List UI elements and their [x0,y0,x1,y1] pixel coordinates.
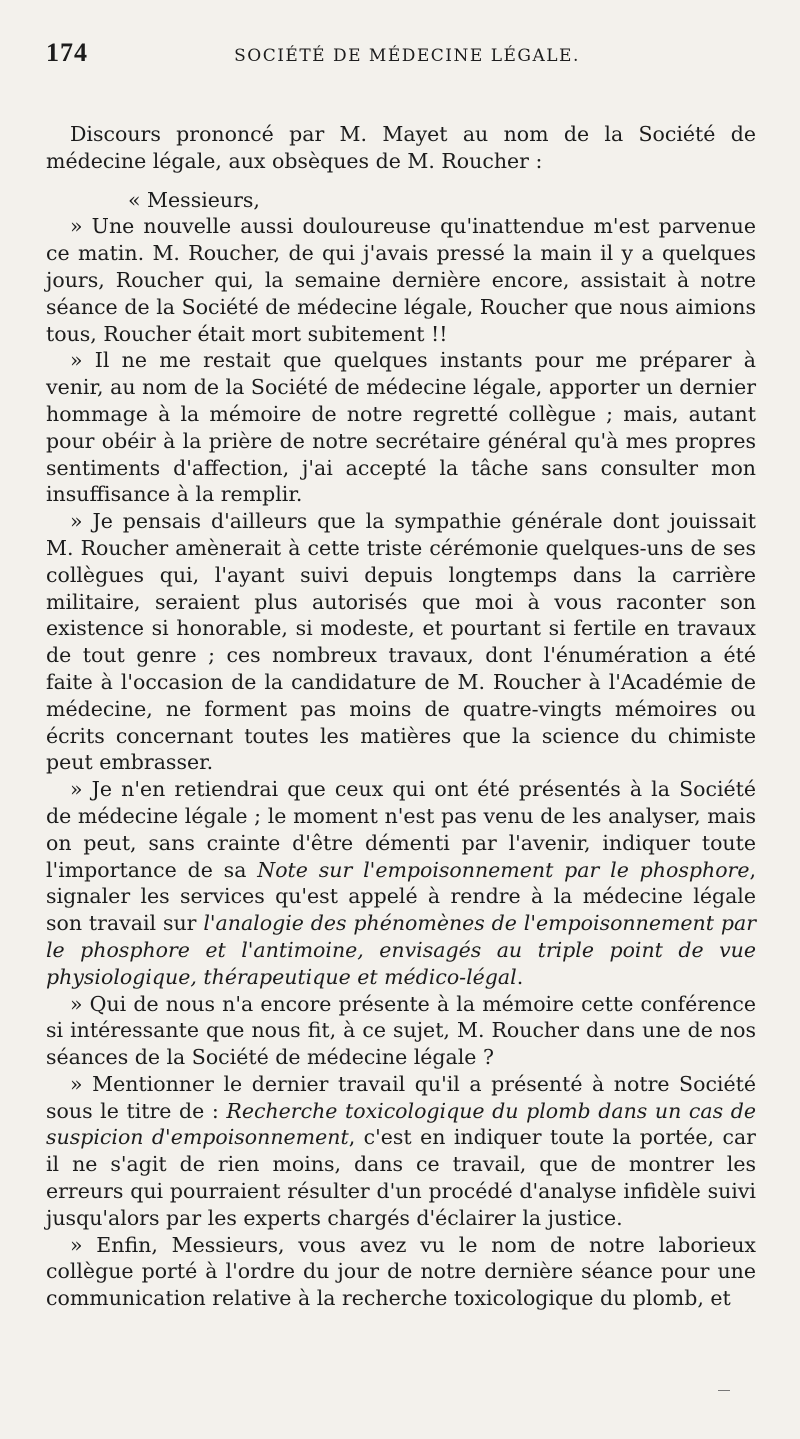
paragraph-4-text-a: » Je n'en retiendrai que ceux qui ont été présentés à la Société de médecine légale ; le moment n'est pas venu de les analyser, mais on peut, sans crainte d'être démenti par l'avenir, indiquer toute l'importance de sa [46,777,756,882]
paragraph-3: » Je pensais d'ailleurs que la sympathie générale dont jouissait M. Roucher amènerait à cette triste cérémonie quelques-uns de ses collègues qui, l'ayant suivi depuis longtemps dans la carrière militaire, seraient plus autorisés que moi à vous raconter son existence si honorable, si modeste, et pourtant si fertile en travaux de tout genre ; ces nombreux travaux, dont l'énumération a été faite à l'occasion de la candidature de M. Roucher à l'Académie de médecine, ne forment pas moins de quatre-vingts mémoires ou écrits concernant toutes les matières que la science du chimiste peut embrasser. [46,509,756,775]
paragraph-4-text-e: . [516,964,524,989]
salutation: « Messieurs, [128,187,260,212]
paragraph-4 [46,776,756,990]
paragraph-1: » Une nouvelle aussi douloureuse qu'inattendue m'est parvenue ce matin. M. Roucher, de qui j'avais pressé la main il y a quelques jours, Roucher qui, la semaine dernière encore, assistait à notre séance de la Société de médecine légale, Roucher que nous aimions tous, Roucher était mort subitement !! [46,214,756,346]
analogie-work-title: l'analogie des phénomènes de l'empoisonnement par le phosphore et l'antimoine, envisagés au triple point de vue physiologique, thérapeutique et médico-légal [46,911,756,989]
recherche-plomb-title: Recherche toxicologique du plomb dans un cas de suspicion d'empoisonnement [46,1098,757,1150]
intro-paragraph: Discours prononcé par M. Mayet au nom de la Société de médecine légale, aux obsèques de M. Roucher : [46,122,756,173]
paragraph-7: » Enfin, Messieurs, vous avez vu le nom de notre laborieux collègue porté à l'ordre du jour de notre dernière séance pour une communication relative à la recherche toxicologique du plomb, et [46,1232,756,1311]
paragraph-6-text-a: » Mentionner le dernier travail qu'il a présenté à notre Société sous le titre de : [46,1071,756,1123]
paragraph-6 [46,1071,756,1232]
note-phosphore-title: Note sur l'empoisonnement par le phosphore [257,857,750,882]
footer-dash [718,1390,730,1391]
paragraph-5: » Qui de nous n'a encore présente à la mémoire cette conférence si intéressante que nous fit, à ce sujet, M. Roucher dans une de nos séances de la Société de médecine légale ? [46,991,756,1070]
page-number: 174 [46,38,88,67]
running-head: SOCIÉTÉ DE MÉDECINE LÉGALE. [234,46,580,66]
page-body [46,121,756,1312]
paragraph-6-text-c: , c'est en indiquer toute la portée, car il ne s'agit de rien moins, dans ce travail, que de montrer les erreurs qui pourraient résulter d'un procédé d'analyse infidèle suivi jusqu'alors par les experts chargés d'éclairer la justice. [46,1125,756,1230]
paragraph-4-text-c: , signaler les services qu'est appelé à rendre à la médecine légale son travail sur [46,857,756,936]
page-header [46,38,756,78]
paragraph-2: » Il ne me restait que quelques instants pour me préparer à venir, au nom de la Société de médecine légale, apporter un dernier hommage à la mémoire de notre regretté collègue ; mais, autant pour obéir à la prière de notre secrétaire général qu'à mes propres sentiments d'affection, j'ai accepté la tâche sans consulter mon insuffisance à la remplir. [46,348,756,507]
